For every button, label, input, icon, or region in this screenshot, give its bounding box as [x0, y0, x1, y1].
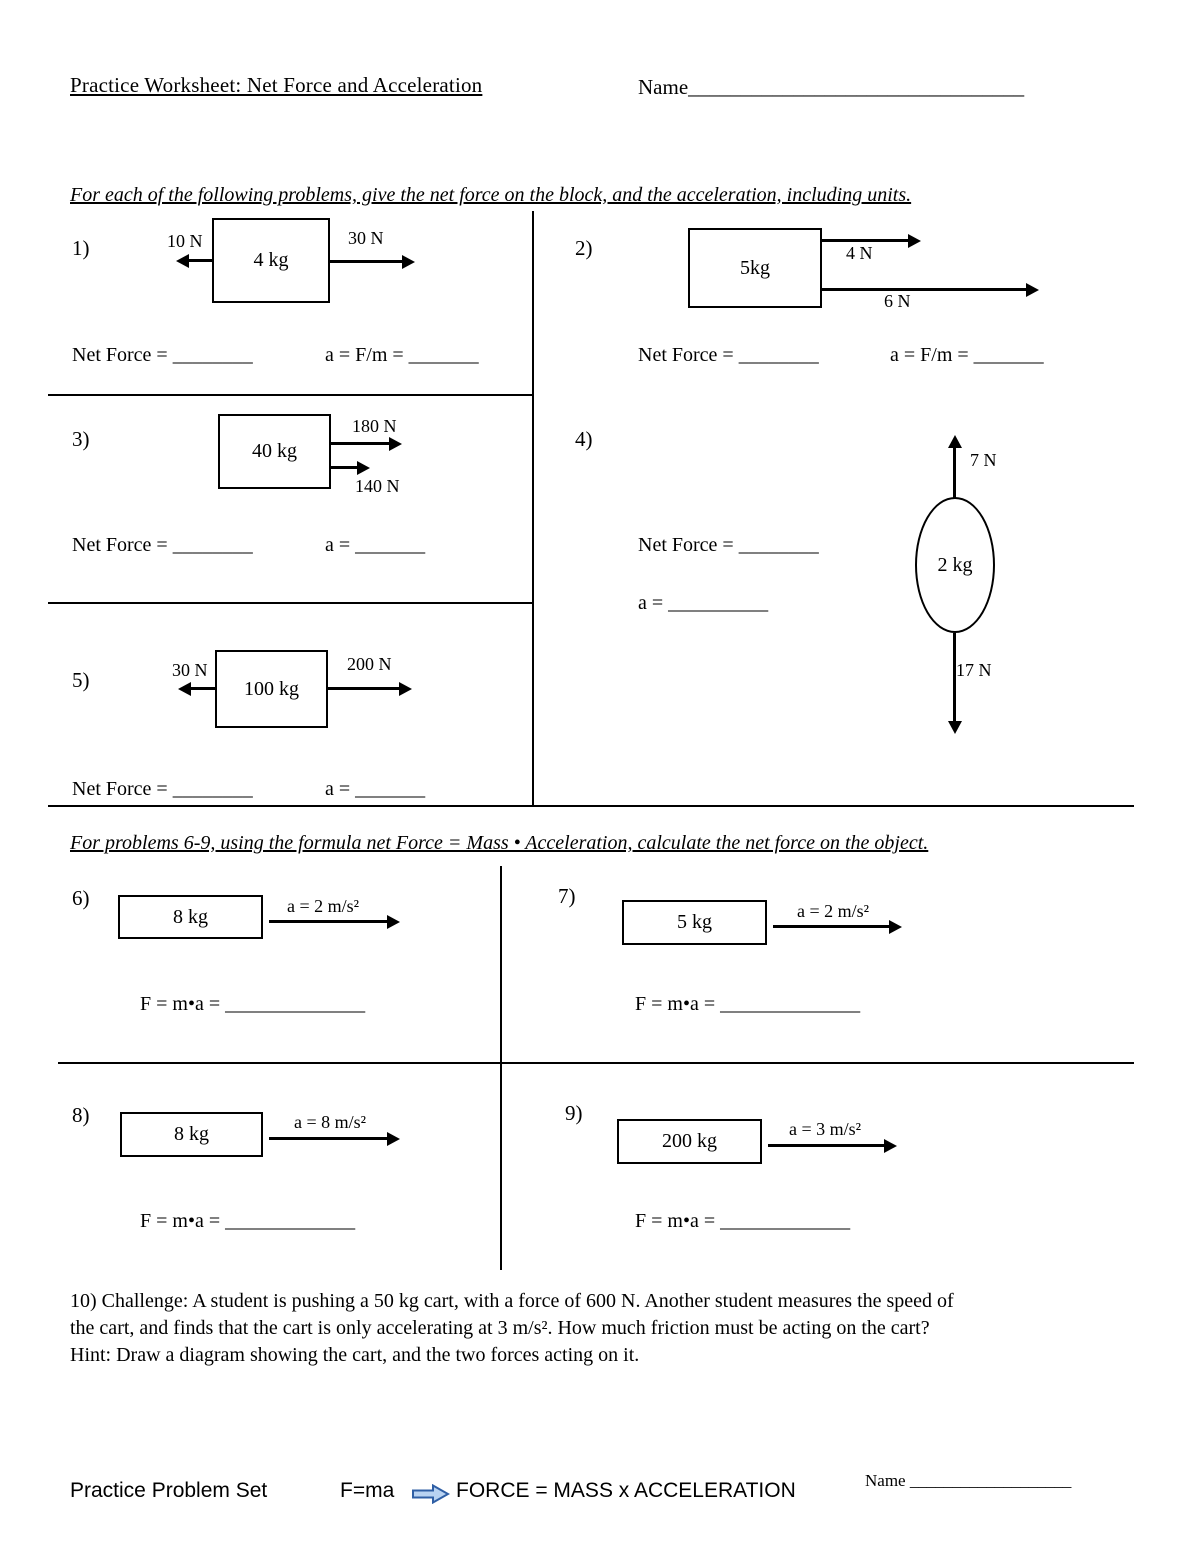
problem-number: 7)	[558, 884, 576, 908]
section2-vertical-divider	[500, 866, 502, 1270]
formula-blank: F = m•a = _____________	[140, 1210, 356, 1232]
force-arrow-up	[953, 448, 956, 498]
acceleration-label: a = 2 m/s²	[797, 901, 870, 921]
mass-box	[120, 1112, 263, 1157]
force-arrow-right	[331, 442, 389, 445]
mass-label: 100 kg	[244, 677, 299, 700]
acceleration-arrow	[269, 920, 387, 923]
force-label: 10 N	[167, 231, 203, 251]
mass-label: 4 kg	[253, 249, 289, 271]
acceleration-blank: a = F/m = _______	[325, 344, 479, 366]
mass-box	[622, 900, 767, 945]
acceleration-label: a = 2 m/s²	[287, 896, 360, 916]
problem-number: 2)	[575, 236, 593, 260]
mass-label: 8 kg	[174, 1123, 209, 1145]
formula-blank: F = m•a = ______________	[635, 993, 861, 1015]
acceleration-blank: a = _______	[325, 534, 426, 556]
force-arrow-right	[331, 466, 357, 469]
footer-fma-label: F=ma	[340, 1479, 395, 1502]
mass-label: 5kg	[740, 256, 770, 279]
acceleration-blank: a = _______	[325, 778, 426, 800]
force-label: 7 N	[970, 450, 997, 470]
problem-number: 3)	[72, 427, 90, 451]
force-label: 4 N	[846, 243, 873, 263]
section2-instructions: For problems 6-9, using the formula net Force = Mass • Acceleration, calculate the net force on the object.	[70, 832, 929, 854]
mass-label: 2 kg	[937, 553, 973, 576]
force-arrow-left	[189, 259, 212, 262]
section1-vertical-divider	[532, 211, 534, 805]
acceleration-blank: a = __________	[638, 592, 769, 614]
mass-box	[688, 228, 822, 308]
mass-label: 40 kg	[252, 440, 297, 462]
problem-number: 5)	[72, 668, 90, 692]
mass-box	[118, 895, 263, 939]
acceleration-arrow	[773, 925, 889, 928]
problem-number: 9)	[565, 1101, 583, 1125]
section1-instructions: For each of the following problems, give the net force on the block, and the acceleration, including units.	[70, 184, 912, 206]
challenge-problem	[70, 1288, 1160, 1369]
mass-label: 200 kg	[662, 1130, 717, 1152]
row-divider	[48, 394, 534, 396]
mass-ellipse	[915, 497, 995, 633]
formula-blank: F = m•a = ______________	[140, 993, 366, 1015]
name-field-line: Name________________________________	[638, 75, 1025, 99]
challenge-line: Hint: Draw a diagram showing the cart, and the two forces acting on it.	[70, 1344, 640, 1366]
force-arrow-right	[822, 288, 1026, 291]
footer-set-label: Practice Problem Set	[70, 1479, 268, 1502]
force-label: 140 N	[355, 476, 400, 496]
acceleration-label: a = 8 m/s²	[294, 1112, 367, 1132]
row-divider	[48, 602, 534, 604]
problem-number: 8)	[72, 1103, 90, 1127]
mass-box	[215, 650, 328, 728]
force-arrow-left	[191, 687, 215, 690]
force-label: 30 N	[172, 660, 208, 680]
force-arrow-right	[330, 260, 402, 263]
net-force-blank: Net Force = ________	[638, 344, 819, 366]
mass-box	[218, 414, 331, 489]
right-block-arrow-icon	[412, 1484, 450, 1504]
force-arrow-right	[328, 687, 399, 690]
challenge-line: the cart, and finds that the cart is only accelerating at 3 m/s². How much friction must be acting on the cart?	[70, 1317, 930, 1339]
challenge-line: 10) Challenge: A student is pushing a 50 kg cart, with a force of 600 N. Another student measures the speed of	[70, 1290, 954, 1312]
force-label: 200 N	[347, 654, 392, 674]
mass-box	[212, 218, 330, 303]
acceleration-arrow	[269, 1137, 387, 1140]
mass-label: 5 kg	[677, 911, 712, 933]
force-arrow-right	[822, 239, 908, 242]
footer-name-field: Name ___________________	[865, 1471, 1072, 1490]
section-divider	[48, 805, 1134, 807]
acceleration-arrow	[768, 1144, 884, 1147]
net-force-blank: Net Force = ________	[72, 344, 253, 366]
problem-number: 4)	[575, 427, 593, 451]
net-force-blank: Net Force = ________	[72, 778, 253, 800]
force-label: 30 N	[348, 228, 384, 248]
net-force-blank: Net Force = ________	[638, 534, 819, 556]
problem-number: 6)	[72, 886, 90, 910]
force-label: 6 N	[884, 291, 911, 311]
footer-formula-label: FORCE = MASS x ACCELERATION	[456, 1479, 796, 1502]
page-title: Practice Worksheet: Net Force and Acceleration	[70, 73, 483, 97]
row-divider	[58, 1062, 1134, 1064]
formula-blank: F = m•a = _____________	[635, 1210, 851, 1232]
acceleration-label: a = 3 m/s²	[789, 1119, 862, 1139]
net-force-blank: Net Force = ________	[72, 534, 253, 556]
force-label: 180 N	[352, 416, 397, 436]
acceleration-blank: a = F/m = _______	[890, 344, 1044, 366]
mass-label: 8 kg	[173, 905, 208, 928]
force-label: 17 N	[956, 660, 992, 680]
problem-number: 1)	[72, 236, 90, 260]
mass-box	[617, 1119, 762, 1164]
